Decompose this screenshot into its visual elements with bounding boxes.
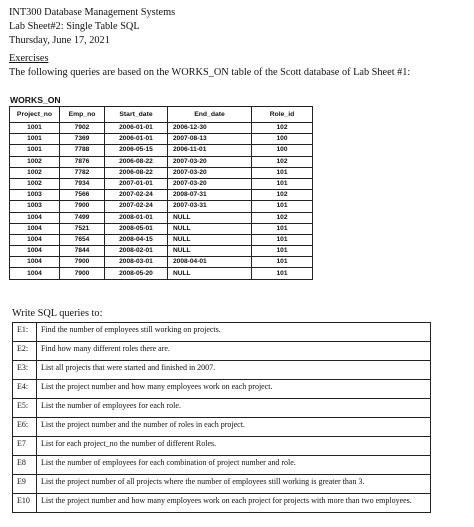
cell-emp-no: 7369 xyxy=(60,134,105,145)
query-text: List the number of employees for each combination of project number and role. xyxy=(37,456,431,475)
cell-emp-no: 7499 xyxy=(60,212,105,223)
cell-emp-no: 7876 xyxy=(60,156,105,167)
cell-project-no: 1003 xyxy=(10,190,60,201)
cell-emp-no: 7902 xyxy=(60,123,105,134)
intro-text: The following queries are based on the WORKS_ON table of the Scott database of Lab Sheet #1: xyxy=(9,67,411,78)
exercises-heading: Exercises xyxy=(9,53,49,64)
cell-emp-no: 7844 xyxy=(60,246,105,257)
cell-role-id: 101 xyxy=(252,178,313,189)
query-row xyxy=(13,494,431,513)
cell-project-no: 1004 xyxy=(10,223,60,234)
cell-start-date: 2008-05-01 xyxy=(105,223,168,234)
cell-start-date: 2007-01-01 xyxy=(105,178,168,189)
cell-start-date: 2008-05-20 xyxy=(105,268,168,279)
table-row xyxy=(10,190,313,201)
cell-start-date: 2006-01-01 xyxy=(105,123,168,134)
query-text: List the number of employees for each role. xyxy=(37,399,431,418)
cell-end-date: 2008-07-31 xyxy=(168,190,252,201)
col-header-project-no: Project_no xyxy=(10,107,60,123)
cell-role-id: 101 xyxy=(252,234,313,245)
table-row xyxy=(10,223,313,234)
cell-emp-no: 7654 xyxy=(60,234,105,245)
cell-project-no: 1001 xyxy=(10,145,60,156)
query-row xyxy=(13,399,431,418)
table-row xyxy=(10,123,313,134)
query-id: E10 xyxy=(13,494,37,513)
table-row xyxy=(10,257,313,268)
query-id: E4: xyxy=(13,380,37,399)
cell-start-date: 2006-05-15 xyxy=(105,145,168,156)
table-row xyxy=(10,234,313,245)
query-row xyxy=(13,380,431,399)
cell-start-date: 2008-01-01 xyxy=(105,212,168,223)
cell-role-id: 101 xyxy=(252,223,313,234)
query-id: E2: xyxy=(13,342,37,361)
query-id: E1: xyxy=(13,323,37,342)
cell-project-no: 1004 xyxy=(10,268,60,279)
query-id: E3: xyxy=(13,361,37,380)
cell-end-date: 2008-04-01 xyxy=(168,257,252,268)
cell-start-date: 2006-08-22 xyxy=(105,167,168,178)
cell-role-id: 102 xyxy=(252,156,313,167)
cell-start-date: 2006-01-01 xyxy=(105,134,168,145)
cell-role-id: 102 xyxy=(252,123,313,134)
cell-project-no: 1002 xyxy=(10,178,60,189)
cell-role-id: 101 xyxy=(252,167,313,178)
col-header-emp-no: Emp_no xyxy=(60,107,105,123)
cell-end-date: 2007-03-31 xyxy=(168,201,252,212)
lab-date: Thursday, June 17, 2021 xyxy=(9,35,110,46)
cell-role-id: 101 xyxy=(252,246,313,257)
query-text: List the project number and the number of roles in each project. xyxy=(37,418,431,437)
query-row xyxy=(13,342,431,361)
cell-end-date: NULL xyxy=(168,246,252,257)
cell-role-id: 101 xyxy=(252,268,313,279)
cell-emp-no: 7900 xyxy=(60,201,105,212)
col-header-role-id: Role_id xyxy=(252,107,313,123)
queries-table xyxy=(12,322,431,513)
query-text: List for each project_no the number of different Roles. xyxy=(37,437,431,456)
table-row xyxy=(10,167,313,178)
query-row xyxy=(13,456,431,475)
cell-project-no: 1004 xyxy=(10,246,60,257)
cell-start-date: 2008-04-15 xyxy=(105,234,168,245)
works-on-title: WORKS_ON xyxy=(10,95,61,105)
cell-start-date: 2007-02-24 xyxy=(105,190,168,201)
query-text: List all projects that were started and finished in 2007. xyxy=(37,361,431,380)
cell-end-date: 2006-12-30 xyxy=(168,123,252,134)
table-row xyxy=(10,268,313,279)
cell-role-id: 101 xyxy=(252,201,313,212)
cell-end-date: 2007-03-20 xyxy=(168,178,252,189)
query-id: E6: xyxy=(13,418,37,437)
cell-start-date: 2007-02-24 xyxy=(105,201,168,212)
lab-sheet-title: Lab Sheet#2: Single Table SQL xyxy=(9,21,140,32)
query-row xyxy=(13,437,431,456)
cell-emp-no: 7900 xyxy=(60,257,105,268)
cell-end-date: NULL xyxy=(168,234,252,245)
table-row xyxy=(10,212,313,223)
queries-heading: Write SQL queries to: xyxy=(12,308,103,319)
works-on-table xyxy=(9,106,313,280)
query-row xyxy=(13,323,431,342)
query-id: E5: xyxy=(13,399,37,418)
cell-role-id: 102 xyxy=(252,212,313,223)
query-id: E9 xyxy=(13,475,37,494)
cell-emp-no: 7900 xyxy=(60,268,105,279)
query-text: Find the number of employees still working on projects. xyxy=(37,323,431,342)
cell-project-no: 1002 xyxy=(10,156,60,167)
cell-project-no: 1001 xyxy=(10,134,60,145)
cell-project-no: 1003 xyxy=(10,201,60,212)
table-row xyxy=(10,178,313,189)
cell-end-date: NULL xyxy=(168,268,252,279)
cell-end-date: 2007-03-20 xyxy=(168,167,252,178)
col-header-end-date: End_date xyxy=(168,107,252,123)
works-on-header-row xyxy=(10,107,313,123)
query-row xyxy=(13,418,431,437)
cell-role-id: 102 xyxy=(252,190,313,201)
cell-emp-no: 7566 xyxy=(60,190,105,201)
table-row xyxy=(10,134,313,145)
query-id: E7 xyxy=(13,437,37,456)
cell-end-date: 2007-03-20 xyxy=(168,156,252,167)
cell-emp-no: 7934 xyxy=(60,178,105,189)
cell-end-date: NULL xyxy=(168,212,252,223)
cell-project-no: 1002 xyxy=(10,167,60,178)
query-row xyxy=(13,475,431,494)
query-row xyxy=(13,361,431,380)
table-row xyxy=(10,201,313,212)
cell-emp-no: 7521 xyxy=(60,223,105,234)
cell-project-no: 1004 xyxy=(10,257,60,268)
cell-emp-no: 7782 xyxy=(60,167,105,178)
table-row xyxy=(10,156,313,167)
cell-end-date: 2006-11-01 xyxy=(168,145,252,156)
cell-start-date: 2008-03-01 xyxy=(105,257,168,268)
cell-project-no: 1004 xyxy=(10,212,60,223)
cell-role-id: 100 xyxy=(252,145,313,156)
col-header-start-date: Start_date xyxy=(105,107,168,123)
table-row xyxy=(10,246,313,257)
cell-emp-no: 7788 xyxy=(60,145,105,156)
query-text: Find how many different roles there are. xyxy=(37,342,431,361)
cell-project-no: 1001 xyxy=(10,123,60,134)
query-id: E8 xyxy=(13,456,37,475)
cell-project-no: 1004 xyxy=(10,234,60,245)
query-text: List the project number and how many employees work on each project for projects with more than two employees. xyxy=(37,494,431,513)
cell-end-date: NULL xyxy=(168,223,252,234)
course-title: INT300 Database Management Systems xyxy=(9,7,176,18)
cell-start-date: 2006-08-22 xyxy=(105,156,168,167)
query-text: List the project number and how many employees work on each project. xyxy=(37,380,431,399)
cell-role-id: 101 xyxy=(252,257,313,268)
cell-end-date: 2007-08-13 xyxy=(168,134,252,145)
cell-start-date: 2008-02-01 xyxy=(105,246,168,257)
query-text: List the project number of all projects where the number of employees still working is greater than 3. xyxy=(37,475,431,494)
cell-role-id: 100 xyxy=(252,134,313,145)
table-row xyxy=(10,145,313,156)
